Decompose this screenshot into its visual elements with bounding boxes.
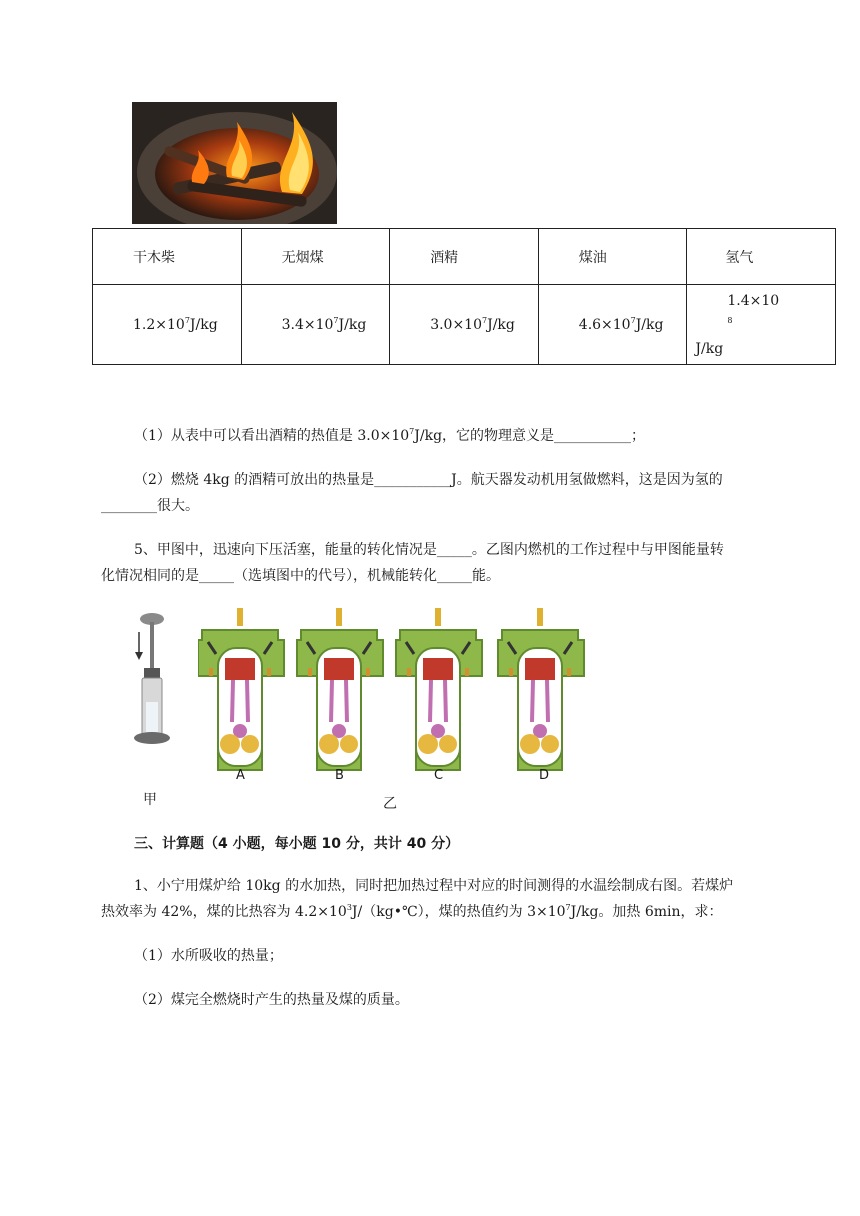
engine-stroke-B — [297, 608, 383, 770]
engine-stroke-C — [396, 608, 482, 770]
engine-label-d: D — [539, 768, 550, 783]
table-cell: 无烟煤 — [241, 229, 390, 285]
calc1-line1: 1、小宁用煤炉给 10kg 的水加热，同时把加热过程中对应的时间测得的水温绘制成右图。若煤炉 — [134, 878, 734, 894]
engine-stroke-diagrams — [198, 606, 590, 772]
engine-label-b: B — [335, 768, 344, 783]
q4-part2-line1: （2）燃烧 4kg 的酒精可放出的热量是___________J。航天器发动机用氢做燃料，这是因为氢的 — [134, 472, 723, 488]
calc1-sub1: （1）水所吸收的热量； — [134, 948, 283, 964]
table-cell: $4.6\times 10^7J/kg$ — [538, 285, 687, 365]
air-compression-apparatus — [130, 612, 174, 750]
table-value-row — [93, 285, 836, 365]
table-cell: 氢气 — [687, 229, 836, 285]
figure-jia-label: 甲 — [143, 792, 157, 808]
calc1-line2: 热效率为 42%，煤的比热容为 $4.2\times 10^3J/(kg•℃)$，煤的热值约为 $3\times 10^7J/kg$。加热 6min，求： — [101, 903, 723, 920]
table-cell: 煤油 — [538, 229, 687, 285]
section-title: 三、计算题（4 小题，每小题 10 分，共计 40 分） — [134, 836, 460, 852]
q5-line1: 5、甲图中，迅速向下压活塞，能量的转化情况是_____。乙图内燃机的工作过程中与甲图能量转 — [134, 542, 724, 558]
q4-part2-line2: ________很大。 — [101, 498, 199, 514]
fire-photo — [132, 102, 337, 224]
table-cell: 酒精 — [390, 229, 539, 285]
engine-label-c: C — [434, 768, 444, 783]
table-cell: $3.4\times 10^7J/kg$ — [241, 285, 390, 365]
table-header-row — [93, 229, 836, 285]
engine-label-a: A — [236, 768, 245, 783]
figure-yi-label: 乙 — [383, 796, 397, 812]
engine-stroke-A — [198, 608, 284, 770]
q4-part1: （1）从表中可以看出酒精的热值是 $3.0\times 10^7J/kg$，它的物理意义是___________； — [134, 427, 646, 444]
engine-stroke-D — [498, 608, 584, 770]
table-cell: $1.2\times 10^7J/kg$ — [93, 285, 242, 365]
table-cell: $3.0\times 10^7J/kg$ — [390, 285, 539, 365]
heat-value-table — [92, 228, 836, 365]
q5-line2: 化情况相同的是_____（选填图中的代号），机械能转化_____能。 — [101, 568, 500, 584]
table-cell: 1.4×10 $^8$ J/kg — [687, 285, 836, 365]
calc1-sub2: （2）煤完全燃烧时产生的热量及煤的质量。 — [134, 992, 409, 1008]
table-cell: 干木柴 — [93, 229, 242, 285]
